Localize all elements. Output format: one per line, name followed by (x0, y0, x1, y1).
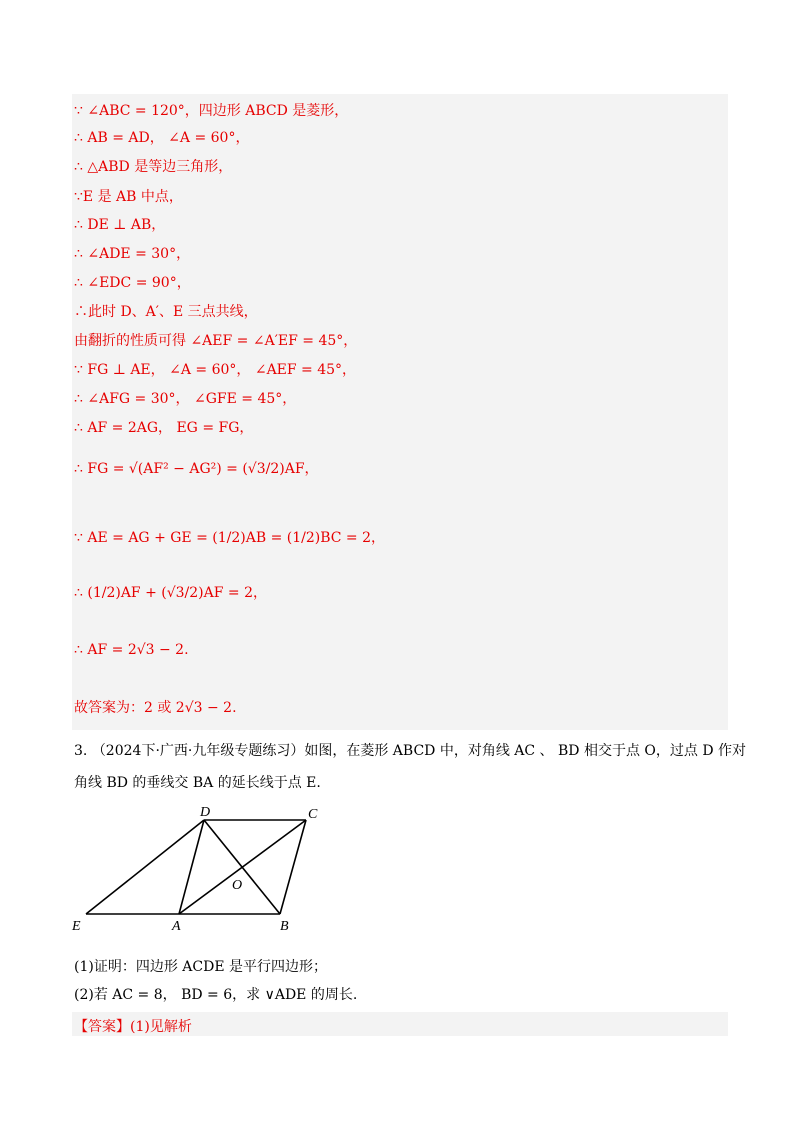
question-number: 3. (74, 743, 88, 759)
point-label-A: A (172, 919, 181, 934)
solution-line-8: ∴此时 D、A′、E 三点共线， (74, 304, 258, 320)
point-label-D: D (200, 805, 211, 820)
segment-ED (86, 820, 204, 914)
question-line-1 (74, 740, 746, 760)
solution-line-17: 故答案为：2 或 2√3 − 2. (74, 700, 237, 716)
solution-line-15: ∴ (1/2)AF + (√3/2)AF = 2， (74, 585, 268, 601)
segment-BC (280, 820, 306, 914)
rhombus-figure (60, 800, 340, 940)
question-text-2: 角线 BD 的垂线交 BA 的延长线于点 E. (74, 775, 321, 791)
solution-line-5: ∴ DE ⊥ AB， (74, 217, 166, 233)
point-label-O: O (232, 878, 243, 893)
solution-line-2: ∴ AB = AD， ∠A = 60°， (74, 130, 250, 146)
solution-line-3: ∴ △ABD 是等边三角形， (74, 159, 233, 175)
answer-line (74, 1016, 192, 1036)
solution-line-11: ∴ ∠AFG = 30°， ∠GFE = 45°， (74, 391, 297, 407)
solution-line-7: ∴ ∠EDC = 90°， (74, 275, 191, 291)
question-source: （2024下·广西·九年级专题练习） (91, 743, 305, 759)
segment-DB (204, 820, 280, 914)
solution-line-4: ∵E 是 AB 中点， (74, 189, 183, 205)
solution-line-10: ∵ FG ⊥ AE， ∠A = 60°， ∠AEF = 45°， (74, 362, 357, 378)
solution-line-13: ∴ FG = √(AF² − AG²) = (√3/2)AF， (74, 461, 319, 477)
solution-line-1: ∵ ∠ABC = 120°，四边形 ABCD 是菱形， (74, 103, 349, 119)
answer-label: 【答案】 (74, 1019, 130, 1035)
answer-text: (1)见解析 (130, 1019, 192, 1035)
point-label-E: E (72, 919, 81, 934)
point-label-B: B (280, 919, 289, 934)
question-part-1: (1)证明：四边形 ACDE 是平行四边形； (74, 959, 327, 975)
solution-line-12: ∴ AF = 2AG， EG = FG， (74, 420, 254, 436)
question-text-1: 如图，在菱形 ABCD 中，对角线 AC 、 BD 相交于点 O，过点 D 作对 (304, 743, 747, 759)
solution-line-6: ∴ ∠ADE = 30°， (74, 246, 191, 262)
segment-DA (179, 820, 204, 914)
solution-line-16: ∴ AF = 2√3 − 2. (74, 642, 189, 658)
solution-line-9: 由翻折的性质可得 ∠AEF = ∠A′EF = 45°， (74, 333, 358, 349)
solution-line-14: ∵ AE = AG + GE = (1/2)AB = (1/2)BC = 2， (74, 530, 386, 546)
point-label-C: C (308, 807, 318, 822)
question-part-2: (2)若 AC = 8， BD = 6，求 ∨ADE 的周长. (74, 987, 358, 1003)
